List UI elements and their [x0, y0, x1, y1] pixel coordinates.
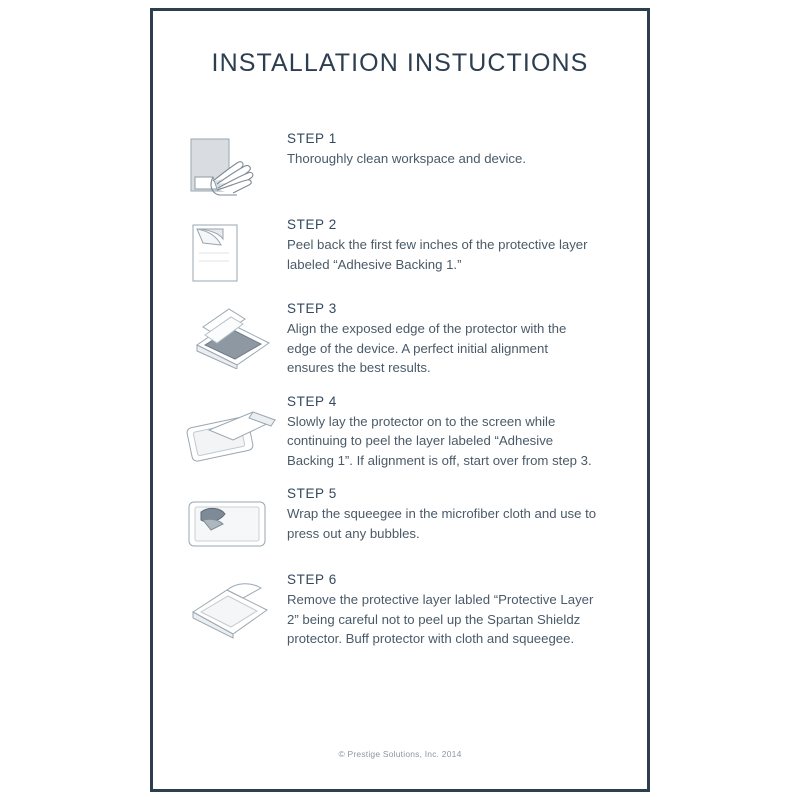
step-body	[287, 486, 621, 543]
step-text: Thoroughly clean workspace and device.	[287, 151, 526, 166]
step-text: Wrap the squeegee in the microfiber cloth and use to press out any bubbles.	[287, 506, 597, 541]
list-item	[153, 217, 647, 285]
step-text: Align the exposed edge of the protector with the edge of the device. A perfect initial alignment ensures the best results.	[287, 321, 567, 375]
hand-wiping-cloth-icon	[183, 137, 279, 199]
step-body	[287, 131, 621, 169]
copyright-footer: © Prestige Solutions, Inc. 2014	[338, 749, 462, 759]
step-label: STEP 2	[287, 217, 337, 232]
list-item	[153, 301, 647, 378]
peeling-film-corner-icon	[183, 223, 279, 285]
steps-list	[153, 131, 647, 665]
remove-protective-layer-icon	[183, 578, 279, 640]
lay-protector-on-screen-icon	[183, 400, 279, 462]
page-title: INSTALLATION INSTUCTIONS	[211, 49, 589, 77]
instruction-card	[150, 8, 650, 792]
list-item	[153, 572, 647, 649]
list-item	[153, 486, 647, 554]
step-body	[287, 572, 621, 649]
step-text: Peel back the first few inches of the protective layer labeled “Adhesive Backing 1.”	[287, 237, 588, 272]
step-label: STEP 3	[287, 301, 337, 316]
list-item	[153, 394, 647, 471]
squeegee-with-cloth-icon	[183, 492, 279, 554]
step-label: STEP 4	[287, 393, 337, 409]
step-label: STEP 5	[287, 486, 337, 501]
step-body	[287, 217, 621, 274]
step-body	[287, 394, 621, 471]
step-body	[287, 301, 621, 378]
step-label: STEP 1	[287, 131, 337, 146]
align-protector-to-device-icon	[183, 307, 279, 369]
step-text: Slowly lay the protector on to the screen while continuing to peel the layer labeled “Adhesive Backing 1”. If alignment is off, start over from step 3.	[287, 413, 592, 468]
step-text: Remove the protective layer labled “Protective Layer 2” being careful not to peel up the Spartan Shieldz protector. Buff protector with cloth and squeegee.	[287, 592, 594, 646]
step-label: STEP 6	[287, 572, 337, 587]
list-item	[153, 131, 647, 199]
